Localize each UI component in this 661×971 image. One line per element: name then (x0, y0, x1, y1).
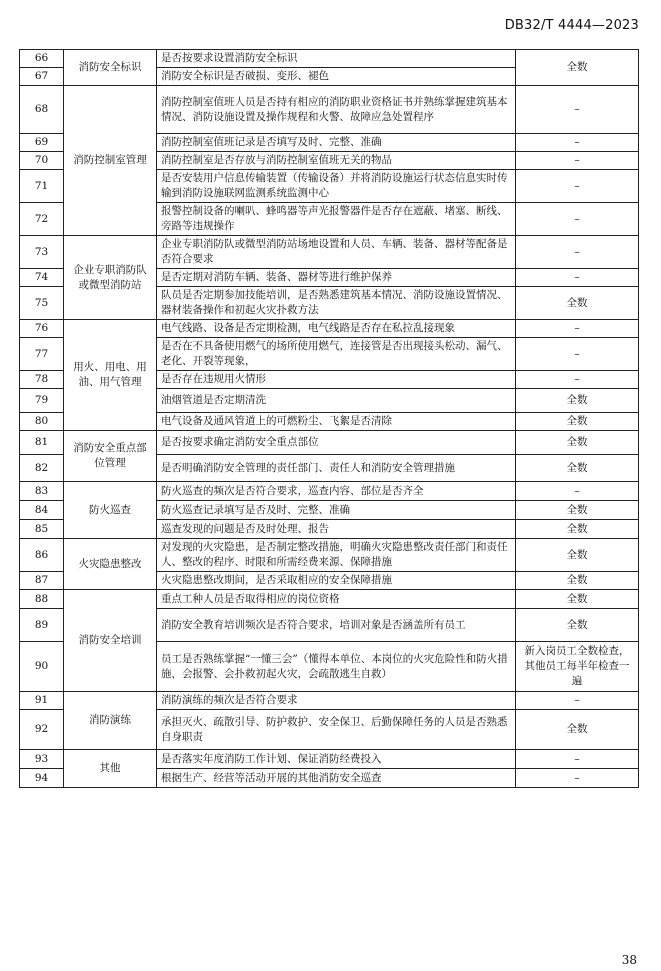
inspection-item-cell: 火灾隐患整改期间，是否采取相应的安全保障措施 (157, 572, 516, 590)
row-number: 92 (20, 710, 64, 750)
inspection-method-cell: 全数 (516, 590, 639, 609)
row-number: 91 (20, 692, 64, 710)
inspection-method-cell: 全数 (516, 501, 639, 520)
inspection-item-cell: 电气线路、设备是否定期检测，电气线路是否存在私拉乱接现象 (157, 320, 516, 338)
inspection-method-cell: 全数 (516, 50, 639, 86)
inspection-item-cell: 消防演练的频次是否符合要求 (157, 692, 516, 710)
inspection-item-cell: 企业专职消防队或微型消防站场地设置和人员、车辆、装备、器材等配备是否符合要求 (157, 236, 516, 269)
inspection-item-cell: 是否落实年度消防工作计划、保证消防经费投入 (157, 750, 516, 769)
table-row (20, 50, 639, 68)
category-cell: 用火、用电、用油、用气管理 (64, 320, 157, 431)
category-cell: 消防安全重点部位管理 (64, 431, 157, 482)
page-number: 38 (621, 953, 637, 967)
inspection-item-cell: 重点工种人员是否取得相应的岗位资格 (157, 590, 516, 609)
table-row (20, 590, 639, 609)
row-number: 73 (20, 236, 64, 269)
table-row (20, 539, 639, 572)
table-row (20, 750, 639, 769)
row-number: 84 (20, 501, 64, 520)
row-number: 85 (20, 520, 64, 539)
inspection-method-cell: 全数 (516, 572, 639, 590)
category-cell: 火灾隐患整改 (64, 539, 157, 590)
inspection-method-cell: – (516, 269, 639, 287)
inspection-item-cell: 员工是否熟练掌握“一懂三会”（懂得本单位、本岗位的火灾危险性和防火措施，会报警、会扑救初起火灾，会疏散逃生自救） (157, 642, 516, 692)
inspection-method-cell: – (516, 692, 639, 710)
inspection-method-cell: – (516, 750, 639, 769)
row-number: 79 (20, 389, 64, 413)
inspection-method-cell: – (516, 203, 639, 236)
inspection-item-cell: 防火巡查记录填写是否及时、完整、准确 (157, 501, 516, 520)
inspection-item-cell: 是否按要求设置消防安全标识 (157, 50, 516, 68)
inspection-method-cell: 全数 (516, 539, 639, 572)
inspection-item-cell: 是否按要求确定消防安全重点部位 (157, 431, 516, 455)
row-number: 86 (20, 539, 64, 572)
inspection-method-cell: 全数 (516, 455, 639, 482)
row-number: 69 (20, 134, 64, 152)
inspection-method-cell: – (516, 134, 639, 152)
inspection-item-cell: 是否在不具备使用燃气的场所使用燃气，连接管是否出现接头松动、漏气、老化、开裂等现象， (157, 338, 516, 371)
inspection-item-cell: 队员是否定期参加技能培训，是否熟悉建筑基本情况、消防设施设置情况、器材装备操作和初起火灾扑救方法 (157, 287, 516, 320)
row-number: 88 (20, 590, 64, 609)
row-number: 77 (20, 338, 64, 371)
category-cell: 防火巡查 (64, 482, 157, 539)
table-row (20, 692, 639, 710)
inspection-item-cell: 消防安全教育培训频次是否符合要求，培训对象是否涵盖所有员工 (157, 609, 516, 642)
inspection-item-cell: 是否安装用户信息传输装置（传输设备）并将消防设施运行状态信息实时传输到消防设施联网监测系统监测中心 (157, 170, 516, 203)
inspection-item-cell: 油烟管道是否定期清洗 (157, 389, 516, 413)
inspection-item-cell: 防火巡查的频次是否符合要求，巡查内容、部位是否齐全 (157, 482, 516, 501)
inspection-item-cell: 对发现的火灾隐患，是否制定整改措施，明确火灾隐患整改责任部门和责任人、整改的程序、时限和所需经费来源、保障措施 (157, 539, 516, 572)
category-cell: 消防演练 (64, 692, 157, 750)
category-cell: 消防安全标识 (64, 50, 157, 86)
inspection-method-cell: – (516, 338, 639, 371)
category-cell: 其他 (64, 750, 157, 788)
inspection-method-cell: 全数 (516, 413, 639, 431)
row-number: 94 (20, 769, 64, 788)
inspection-method-cell: – (516, 170, 639, 203)
inspection-item-cell: 是否定期对消防车辆、装备、器材等进行维护保养 (157, 269, 516, 287)
inspection-item-cell: 消防安全标识是否破损、变形、褪色 (157, 68, 516, 86)
inspection-item-cell: 是否存在违规用火情形 (157, 371, 516, 389)
inspection-method-cell: – (516, 769, 639, 788)
row-number: 87 (20, 572, 64, 590)
inspection-item-cell: 消防控制室值班记录是否填写及时、完整、准确 (157, 134, 516, 152)
inspection-item-cell: 电气设备及通风管道上的可燃粉尘、飞絮是否清除 (157, 413, 516, 431)
inspection-method-cell: – (516, 371, 639, 389)
inspection-method-cell: – (516, 236, 639, 269)
row-number: 90 (20, 642, 64, 692)
row-number: 89 (20, 609, 64, 642)
inspection-item-cell: 根据生产、经营等活动开展的其他消防安全巡查 (157, 769, 516, 788)
table-row (20, 431, 639, 455)
inspection-item-cell: 消防控制室是否存放与消防控制室值班无关的物品 (157, 152, 516, 170)
row-number: 78 (20, 371, 64, 389)
row-number: 74 (20, 269, 64, 287)
table-row (20, 320, 639, 338)
inspection-method-cell: – (516, 152, 639, 170)
row-number: 68 (20, 86, 64, 134)
inspection-method-cell: – (516, 86, 639, 134)
inspection-method-cell: – (516, 320, 639, 338)
inspection-item-cell: 消防控制室值班人员是否持有相应的消防职业资格证书并熟练掌握建筑基本情况、消防设施设置及操作规程和火警、故障应急处置程序 (157, 86, 516, 134)
inspection-item-cell: 报警控制设备的喇叭、蜂鸣器等声光报警器件是否存在遮蔽、堵塞、断线、旁路等违规操作 (157, 203, 516, 236)
fire-safety-inspection-table (19, 49, 639, 788)
table-row (20, 482, 639, 501)
row-number: 83 (20, 482, 64, 501)
category-cell: 消防控制室管理 (64, 86, 157, 236)
inspection-table-wrapper (19, 49, 638, 788)
inspection-method-cell: – (516, 482, 639, 501)
row-number: 71 (20, 170, 64, 203)
row-number: 67 (20, 68, 64, 86)
row-number: 81 (20, 431, 64, 455)
row-number: 93 (20, 750, 64, 769)
row-number: 70 (20, 152, 64, 170)
inspection-method-cell: 全数 (516, 520, 639, 539)
row-number: 76 (20, 320, 64, 338)
row-number: 66 (20, 50, 64, 68)
inspection-item-cell: 承担灭火、疏散引导、防护救护、安全保卫、后勤保障任务的人员是否熟悉自身职责 (157, 710, 516, 750)
table-row (20, 236, 639, 269)
table-body (20, 50, 639, 788)
row-number: 80 (20, 413, 64, 431)
category-cell: 消防安全培训 (64, 590, 157, 692)
inspection-method-cell: 全数 (516, 389, 639, 413)
inspection-method-cell: 全数 (516, 431, 639, 455)
document-code: DB32/T 4444—2023 (504, 18, 639, 33)
inspection-method-cell: 全数 (516, 609, 639, 642)
row-number: 82 (20, 455, 64, 482)
inspection-method-cell: 全数 (516, 710, 639, 750)
table-row (20, 86, 639, 134)
row-number: 75 (20, 287, 64, 320)
inspection-item-cell: 巡查发现的问题是否及时处理、报告 (157, 520, 516, 539)
category-cell: 企业专职消防队或微型消防站 (64, 236, 157, 320)
inspection-method-cell: 新入岗员工全数检查，其他员工每半年检查一遍 (516, 642, 639, 692)
inspection-method-cell: 全数 (516, 287, 639, 320)
inspection-item-cell: 是否明确消防安全管理的责任部门、责任人和消防安全管理措施 (157, 455, 516, 482)
row-number: 72 (20, 203, 64, 236)
